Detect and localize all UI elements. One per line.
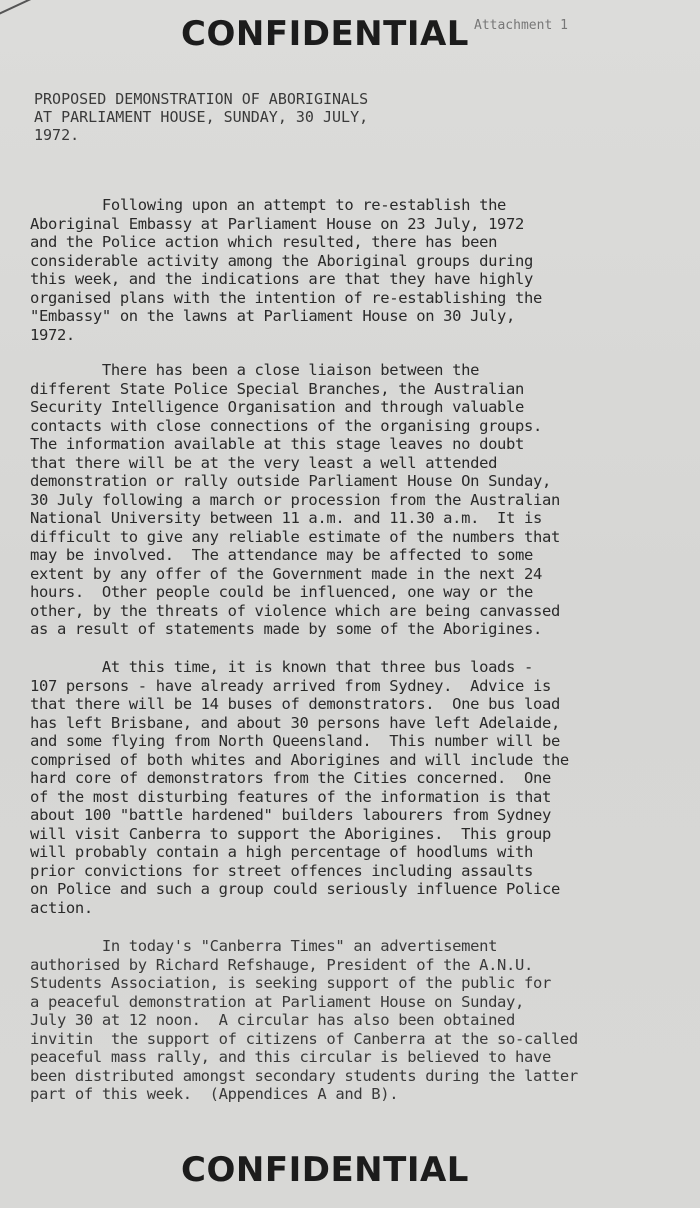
paragraph-1: Following upon an attempt to re-establish the Aboriginal Embassy at Parliament House on 23 July, 1972 and the Police action which resulted, there has been considerable activity among the Aboriginal groups during this week, and the indications are that they have highly organised plans with the intention of re-establishing the "Embassy" on the lawns at Parliament House on 30 July, 1972. [30, 196, 542, 344]
paragraph-2: There has been a close liaison between the different State Police Special Branches, the Australian Security Intelligence Organisation and through valuable contacts with close connections of the organising groups. The information available at this stage leaves no doubt that there will be at the very least a well attended demonstration or rally outside Parliament House On Sunday, 30 July following a march or procession from the Australian National University between 11 a.m. and 11.30 a.m. It is difficult to give any reliable estimate of the numbers that may be involved. The attendance may be affected to some extent by any offer of the Government made in the next 24 hours. Other people could be influenced, one way or the other, by the threats of violence which are being canvassed as a result of statements made by some of the Aborigines. [30, 361, 560, 638]
paragraph-4: In today's "Canberra Times" an advertisement authorised by Richard Refshauge, President of the A.N.U. Students Association, is seeking support of the public for a peaceful demonstration at Parliament House on Sunday, July 30 at 12 noon. A circular has also been obtained invitin the support of citizens of Canberra at the so-called peaceful mass rally, and this circular is believed to have been distributed amongst secondary students during the latter part of this week. (Appendices A and B). [30, 937, 578, 1103]
attachment-label: Attachment 1 [474, 18, 568, 33]
paragraph-3: At this time, it is known that three bus loads - 107 persons - have already arrived from Sydney. Advice is that there will be 14 buses of demonstrators. One bus load has left Brisbane, and about 30 persons have left Adelaide, and some flying from North Queensland. This number will be comprised of both whites and Aborigines and will include the hard core of demonstrators from the Cities concerned. One of the most disturbing features of the information is that about 100 "battle hardened" builders labourers from Sydney will visit Canberra to support the Aborigines. This group will probably contain a high percentage of hoodlums with prior convictions for street offences including assaults on Police and such a group could seriously influence Police action. [30, 658, 569, 917]
subject-heading: PROPOSED DEMONSTRATION OF ABORIGINALS AT PARLIAMENT HOUSE, SUNDAY, 30 JULY, 1972. [34, 90, 369, 144]
classification-stamp-top: CONFIDENTIAL [181, 14, 469, 54]
classification-stamp-bottom: CONFIDENTIAL [181, 1150, 469, 1190]
